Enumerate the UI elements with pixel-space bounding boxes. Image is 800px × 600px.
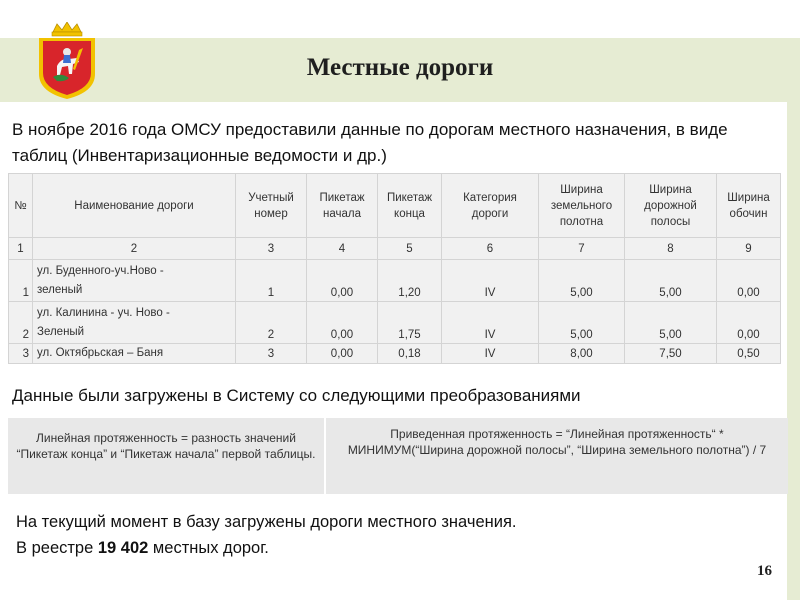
header-cell: Ширина обочин bbox=[717, 174, 781, 238]
table-row bbox=[9, 302, 781, 344]
loaded-caption: Данные были загружены в Систему со следующими преобразованиями bbox=[12, 386, 581, 405]
column-number: 1 bbox=[9, 238, 33, 260]
account-number: 2 bbox=[236, 302, 307, 344]
top-margin bbox=[0, 0, 800, 38]
page-number: 16 bbox=[757, 563, 772, 579]
road-name bbox=[33, 260, 236, 302]
road-inventory-table bbox=[8, 173, 781, 364]
road-category: IV bbox=[442, 260, 539, 302]
road-name bbox=[33, 302, 236, 344]
header-cell: Учетный номер bbox=[236, 174, 307, 238]
road-category: IV bbox=[442, 344, 539, 364]
start-chainage: 0,00 bbox=[307, 302, 378, 344]
row-number: 1 bbox=[9, 260, 33, 302]
table-row bbox=[9, 260, 781, 302]
row-number: 2 bbox=[9, 302, 33, 344]
header-cell: Наименование дороги bbox=[33, 174, 236, 238]
reduced-length-formula: Приведенная протяженность = “Линейная протяженность“ * МИНИМУМ(“Ширина дорожной полосы”, “Ширина земельного полотна”) / 7 bbox=[326, 418, 788, 494]
shoulder-width: 0,00 bbox=[717, 260, 781, 302]
land-width: 8,00 bbox=[539, 344, 625, 364]
header-cell: Ширина земельного полотна bbox=[539, 174, 625, 238]
account-number: 1 bbox=[236, 260, 307, 302]
linear-length-formula: Линейная протяженность = разность значений “Пикетаж конца” и “Пикетаж начала” первой таблицы. bbox=[8, 418, 326, 494]
road-name: ул. Октябрьская – Баня bbox=[33, 344, 236, 364]
shoulder-width: 0,00 bbox=[717, 302, 781, 344]
column-number: 5 bbox=[378, 238, 442, 260]
header-cell: Категория дороги bbox=[442, 174, 539, 238]
registry-prefix: В реестре bbox=[16, 539, 98, 557]
account-number: 3 bbox=[236, 344, 307, 364]
column-number: 9 bbox=[717, 238, 781, 260]
end-chainage: 1,75 bbox=[378, 302, 442, 344]
end-chainage: 1,20 bbox=[378, 260, 442, 302]
road-category: IV bbox=[442, 302, 539, 344]
road-name-line2: зеленый bbox=[37, 283, 83, 296]
shoulder-width: 0,50 bbox=[717, 344, 781, 364]
registry-suffix: местных дорог. bbox=[148, 539, 269, 557]
lane-width: 7,50 bbox=[625, 344, 717, 364]
end-chainage: 0,18 bbox=[378, 344, 442, 364]
start-chainage: 0,00 bbox=[307, 260, 378, 302]
header-cell: № bbox=[9, 174, 33, 238]
conversion-table bbox=[8, 418, 788, 494]
status-line-2 bbox=[16, 535, 516, 561]
table-header-row bbox=[9, 174, 781, 238]
row-number: 3 bbox=[9, 344, 33, 364]
road-name-line1: ул. Буденного-уч.Ново - bbox=[37, 264, 164, 277]
column-number: 8 bbox=[625, 238, 717, 260]
intro-text: В ноябре 2016 года ОМСУ предоставили данные по дорогам местного назначения, в виде таблиц (Инвентаризационные ведомости и др.) bbox=[12, 120, 728, 165]
start-chainage: 0,00 bbox=[307, 344, 378, 364]
lane-width: 5,00 bbox=[625, 260, 717, 302]
slide-title: Местные дороги bbox=[306, 54, 494, 81]
column-number: 7 bbox=[539, 238, 625, 260]
column-number: 4 bbox=[307, 238, 378, 260]
column-number: 3 bbox=[236, 238, 307, 260]
road-name-line1: ул. Калинина - уч. Ново - bbox=[37, 306, 170, 319]
column-number: 2 bbox=[33, 238, 236, 260]
right-accent-bar bbox=[787, 38, 800, 600]
column-number-row bbox=[9, 238, 781, 260]
column-number: 6 bbox=[442, 238, 539, 260]
status-line-1: На текущий момент в базу загружены дороги местного значения. bbox=[16, 513, 517, 531]
status-block bbox=[16, 509, 516, 561]
lane-width: 5,00 bbox=[625, 302, 717, 344]
registry-count: 19 402 bbox=[97, 539, 149, 557]
table-row bbox=[9, 344, 781, 364]
header-cell: Пикетаж конца bbox=[378, 174, 442, 238]
header-cell: Ширина дорожной полосы bbox=[625, 174, 717, 238]
land-width: 5,00 bbox=[539, 302, 625, 344]
road-name-line2: Зеленый bbox=[37, 325, 85, 338]
land-width: 5,00 bbox=[539, 260, 625, 302]
header-cell: Пикетаж начала bbox=[307, 174, 378, 238]
